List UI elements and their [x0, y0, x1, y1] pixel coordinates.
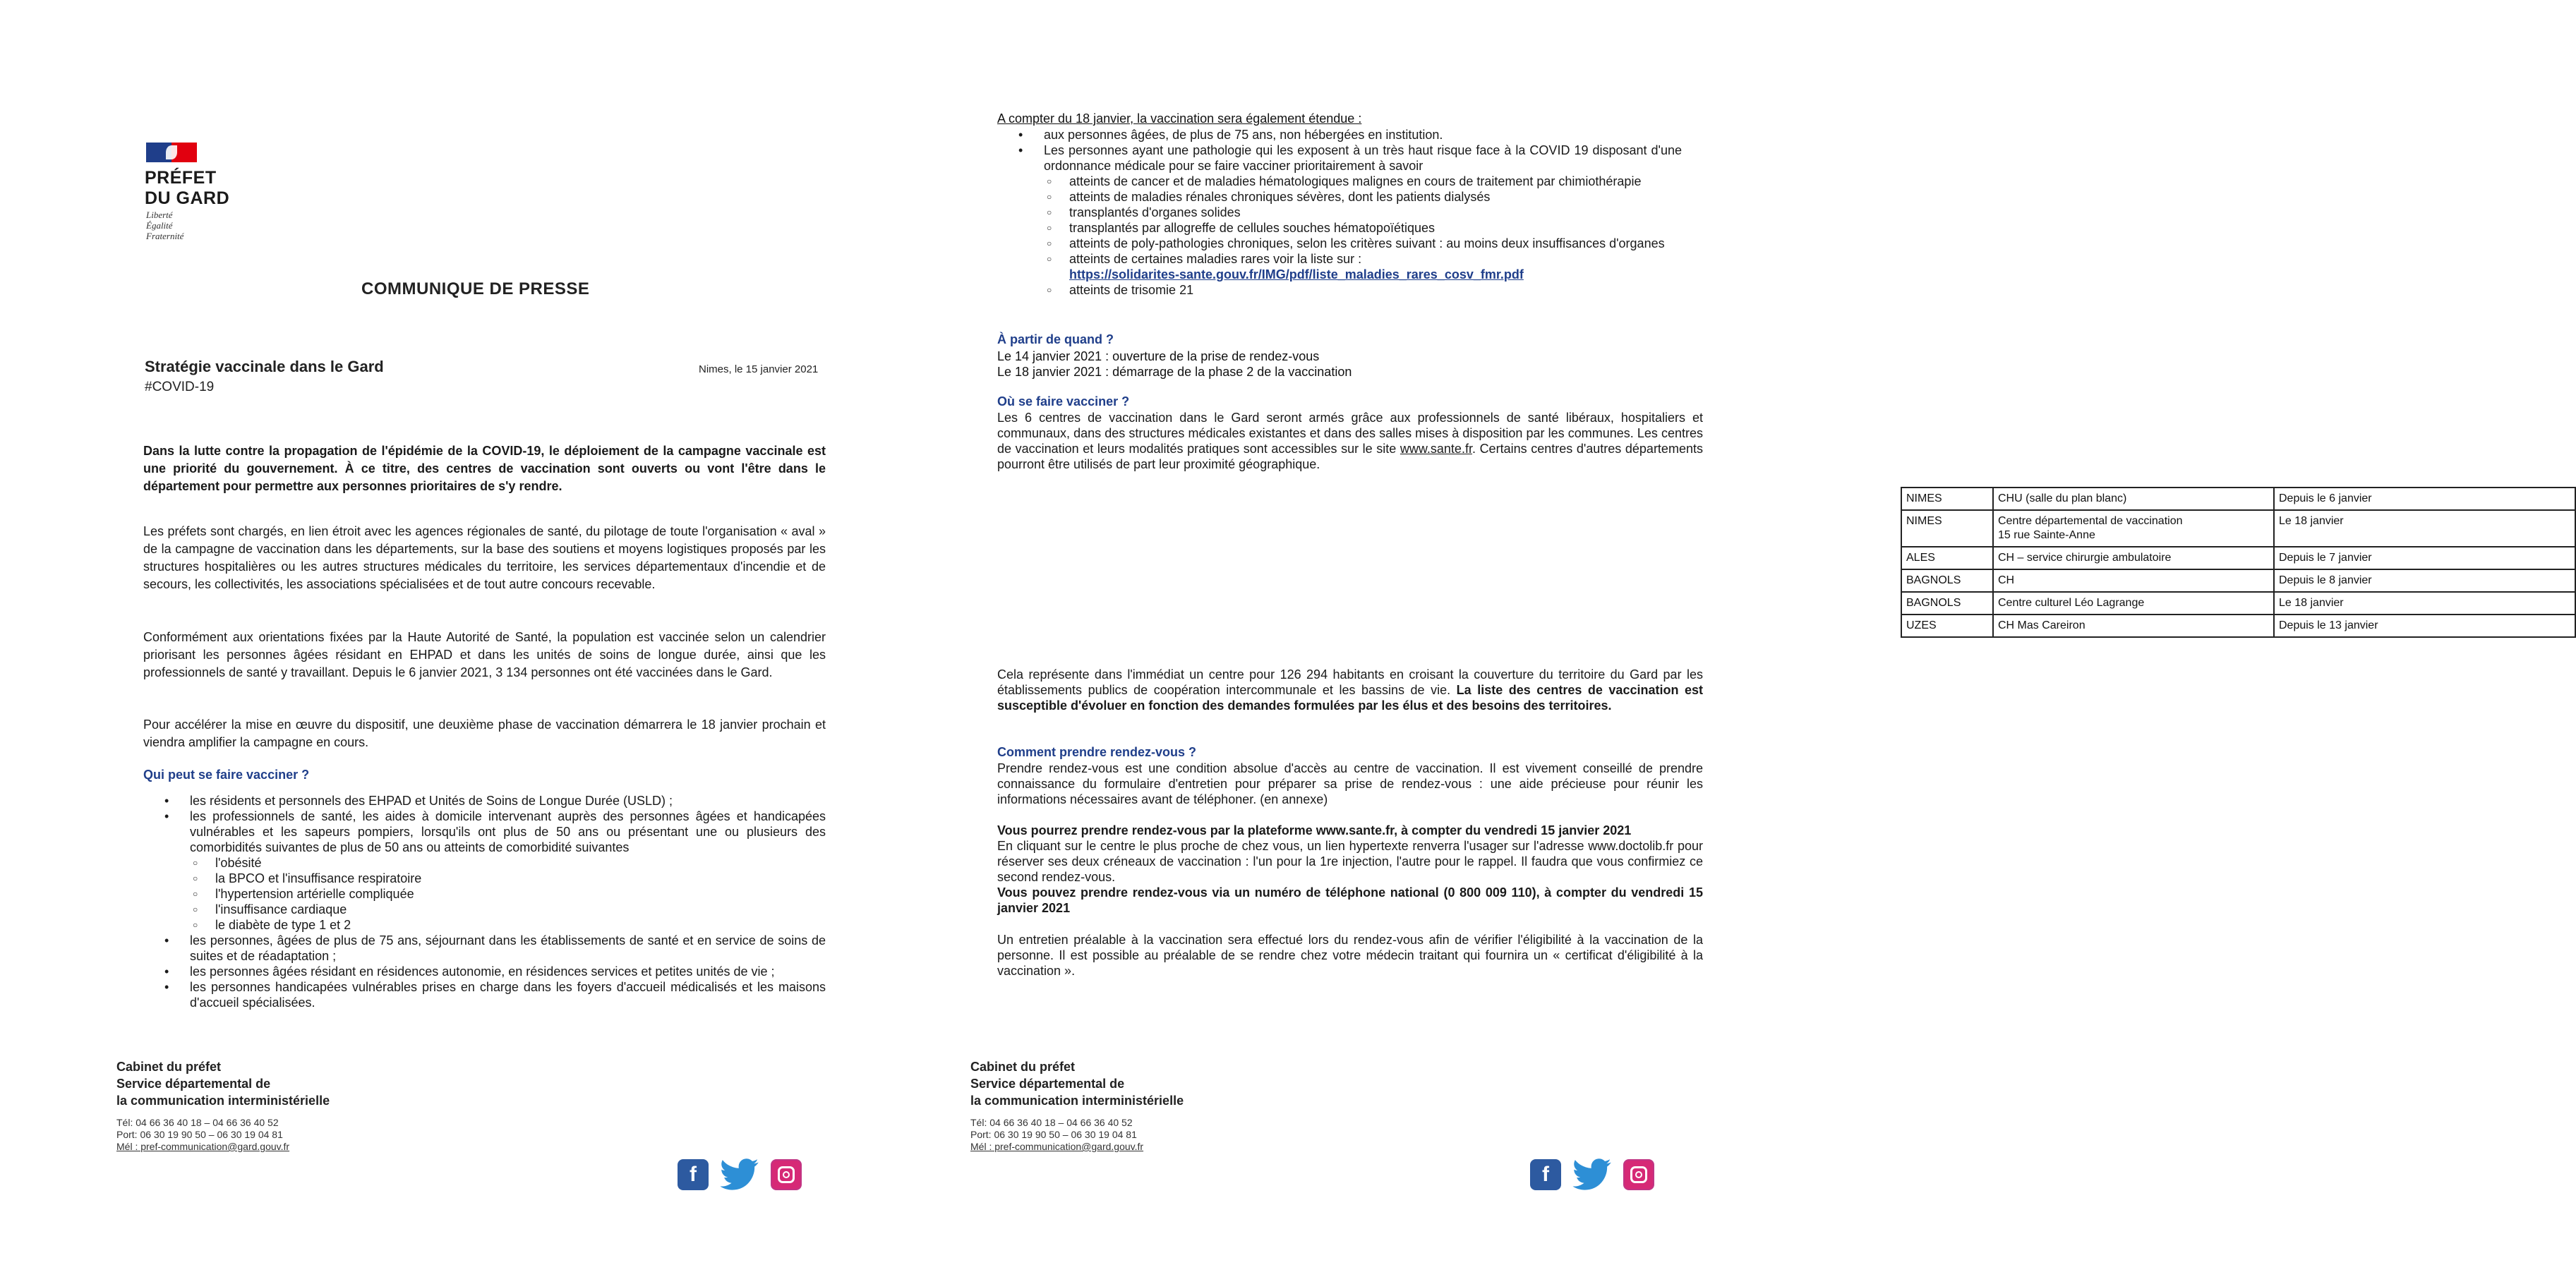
who-heading: Qui peut se faire vacciner ? — [143, 768, 310, 782]
coverage-paragraph: Cela représente dans l'immédiat un centre pour 126 294 habitants en croisant la couverture du territoire du Gard par les établissements publics de coopération intercommunale et les bassins de vie. La liste des centres de vaccination est susceptible d'évoluer en fonction des demandes formulées par les élus et des besoins des territoires. — [997, 667, 1703, 713]
table-row: BAGNOLS Centre culturel Léo Lagrange Le 18 janvier — [1901, 592, 2575, 615]
comorbidity-item: ○ le diabète de type 1 et 2 — [190, 917, 826, 933]
pathology-item: ○ atteints de maladies rénales chroniques sévères, dont les patients dialysés — [1044, 189, 1682, 205]
twitter-icon[interactable] — [1577, 1159, 1608, 1190]
footer-email[interactable]: Mél : pref-communication@gard.gouv.fr — [116, 1141, 290, 1152]
sante-link[interactable]: www.sante.fr — [1400, 442, 1472, 456]
platform-bold: Vous pourrez prendre rendez-vous par la plateforme www.sante.fr, à compter du vendredi 15 janvier 2021 — [997, 823, 1632, 837]
when-lines: Le 14 janvier 2021 : ouverture de la prise de rendez-vous Le 18 janvier 2021 : démarrage de la phase 2 de la vaccination — [997, 349, 1352, 379]
table-row: NIMES CHU (salle du plan blanc) Depuis le 6 janvier — [1901, 488, 2575, 510]
marianne-logo — [146, 143, 197, 162]
paragraph-1: Les préfets sont chargés, en lien étroit avec les agences régionales de santé, du pilotage de toute l'organisation « aval » de la campagne de vaccination dans les départements, sur la base des soutiens et moyens logistiques proposés par les structures hospitalières ou les autres structures médicales du territoire, les services départementaux d'incendie et de secours, les collectivités, les associations spécialisées et de tout autre concours recevable. — [143, 524, 826, 591]
how-paragraph: Prendre rendez-vous est une condition absolue d'accès au centre de vaccination. Il est vivement conseillé de prendre connaissance du formulaire d'entretien pour préparer sa prise de rendez-vous : une aide précieuse pour réunir les informations nécessaires avant de téléphoner. (en annexe) — [997, 761, 1703, 806]
page-1 — [0, 0, 903, 1277]
who-list — [143, 793, 826, 1010]
intro-paragraph: Dans la lutte contre la propagation de l'épidémie de la COVID-19, le déploiement de la campagne vaccinale est une priorité du gouvernement. À ce titre, des centres de vaccination sont ouverts ou vont l'être dans le département pour permettre aux personnes prioritaires de s'y rendre. — [143, 444, 826, 493]
footer-service-2: Cabinet du préfet Service départemental de la communication interministérielle — [970, 1060, 1184, 1108]
social-links-2 — [1530, 1159, 1654, 1190]
pathology-item: ○ atteints de trisomie 21 — [1044, 282, 1682, 298]
twitter-icon[interactable] — [724, 1159, 755, 1190]
footer-email-2[interactable]: Mél : pref-communication@gard.gouv.fr — [970, 1141, 1144, 1152]
who-item: • les personnes âgées résidant en résidences autonomie, en résidences services et petites unités de vie ; — [143, 964, 826, 979]
prefecture-name — [145, 168, 229, 209]
motto-egalite: Égalité — [146, 220, 173, 231]
final-paragraph: Un entretien préalable à la vaccination sera effectué lors du rendez-vous afin de vérifier l'éligibilité à la vaccination de la personne. Il est possible au préalable de se rendre chez votre médecin traitant qui fournira un « certificat d'éligibilité à la vaccination ». — [997, 933, 1703, 978]
extension-heading: A compter du 18 janvier, la vaccination sera également étendue : — [997, 111, 1362, 126]
footer-port: Port: 06 30 19 90 50 – 06 30 19 04 81 — [116, 1129, 283, 1140]
comorbidity-item: ○ l'insuffisance cardiaque — [190, 902, 826, 917]
footer-tel: Tél: 04 66 36 40 18 – 04 66 36 40 52 — [116, 1117, 279, 1128]
facebook-icon[interactable]: f — [678, 1159, 709, 1190]
who-item: • les personnes handicapées vulnérables prises en charge dans les foyers d'accueil médicalisés et les maisons d'accueil spécialisées. — [143, 979, 826, 1010]
date: Nimes, le 15 janvier 2021 — [699, 363, 819, 375]
table-row: ALES CH – service chirurgie ambulatoire Depuis le 7 janvier — [1901, 547, 2575, 569]
footer-contact-2: Tél: 04 66 36 40 18 – 04 66 36 40 52 Port: 06 30 19 90 50 – 06 30 19 04 81 Mél : pref-communication@gard.gouv.fr — [970, 1117, 1144, 1152]
subject: Stratégie vaccinale dans le Gard — [145, 358, 384, 375]
extension-item: • Les personnes ayant une pathologie qui les exposent à un très haut risque face à la COVID 19 disposant d'une ordonnance médicale pour se faire vacciner prioritairement à savoir ○ atteints de cancer et de maladies hématologiques malignes en cours de traitement par chimiothérapie ○ atteints de maladies rénales chroniques sévères, dont les patients dialysés ○ transplantés d'organes solides ○ transplantés par allogreffe de cellules souches hématopoïétiques ○ atteints de poly-pathologies chroniques, selon les critères suivant : au moins deux insuffisances d'organes ○ atteints de certaines maladies rares voir la liste sur : https://solidarites-sante.gouv.fr/IMG/pdf/liste_maladies_rares_cosv_fmr.pdf ○ atteints de trisomie 21 — [997, 143, 1682, 298]
paragraph-3: Pour accélérer la mise en œuvre du dispositif, une deuxième phase de vaccination démarrera le 18 janvier prochain et viendra amplifier la campagne en cours. — [143, 718, 826, 749]
pref-line-1: PRÉFET — [145, 168, 217, 188]
platform-paragraph: En cliquant sur le centre le plus proche de chez vous, un lien hypertexte renverra l'usager sur l'adresse www.doctolib.fr pour réserver ses deux créneaux de vaccination : l'un pour la 1re injection, l'autre pour le rappel. Il faudra que vous confirmiez ce second rendez-vous. — [997, 839, 1703, 884]
extension-list — [997, 127, 1682, 298]
instagram-icon[interactable] — [771, 1159, 802, 1190]
footer-contact — [116, 1117, 289, 1153]
who-item: • les professionnels de santé, les aides à domicile intervenant auprès des personnes âgées et handicapées vulnérables et les sapeurs pompiers, lorsqu'ils ont plus de 50 ans ou présentant une ou plusieurs des comorbidités suivantes de plus de 50 ans ou atteints de comorbidité suivantes ○ l'obésité ○ la BPCO et l'insuffisance respiratoire ○ l'hypertension artérielle compliquée ○ l'insuffisance cardiaque ○ le diabète de type 1 et 2 — [143, 809, 826, 933]
comorbidity-item: ○ la BPCO et l'insuffisance respiratoire — [190, 871, 826, 886]
document-title: COMMUNIQUE DE PRESSE — [361, 279, 590, 298]
paragraph-2: Conformément aux orientations fixées par la Haute Autorité de Santé, la population est vaccinée selon un calendrier priorisant les personnes âgées résidant en EHPAD et dans les unités de soins de longue durée, ainsi que les professionnels de santé y travaillant. Depuis le 6 janvier 2021, 3 134 personnes ont été vaccinées dans le Gard. — [143, 630, 826, 679]
comorbidity-item: ○ l'obésité — [190, 855, 826, 871]
how-heading: Comment prendre rendez-vous ? — [997, 745, 1197, 759]
motto-fraternite: Fraternité — [146, 231, 184, 241]
page-2 — [903, 0, 2378, 1277]
table-row: UZES CH Mas Careiron Depuis le 13 janvier — [1901, 615, 2575, 637]
pref-line-2: DU GARD — [145, 188, 230, 208]
phone-bold: Vous pouvez prendre rendez-vous via un numéro de téléphone national (0 800 009 110), à compter du vendredi 15 janvier 2021 — [997, 885, 1703, 915]
comorbidity-item: ○ l'hypertension artérielle compliquée — [190, 886, 826, 902]
table-row: BAGNOLS CH Depuis le 8 janvier — [1901, 569, 2575, 592]
instagram-icon[interactable] — [1623, 1159, 1654, 1190]
extension-item: • aux personnes âgées, de plus de 75 ans, non hébergées en institution. — [997, 127, 1682, 143]
social-links — [678, 1159, 802, 1190]
when-heading: À partir de quand ? — [997, 332, 1114, 346]
centres-table — [1901, 487, 2576, 638]
motto-liberte: Liberté — [146, 210, 173, 220]
motto — [146, 210, 183, 241]
hashtag: #COVID-19 — [145, 380, 215, 394]
pathology-item: ○ atteints de cancer et de maladies hématologiques malignes en cours de traitement par chimiothérapie — [1044, 174, 1682, 189]
who-item: • les personnes, âgées de plus de 75 ans, séjournant dans les établissements de santé et en service de soins de suites et de réadaptation ; — [143, 933, 826, 964]
footer-service: Cabinet du préfet Service départemental de la communication interministérielle — [116, 1060, 330, 1108]
where-paragraph: Les 6 centres de vaccination dans le Gard seront armés grâce aux professionnels de santé libéraux, hospitaliers et communaux, dans des structures médicales existantes et dans des salles mises à disposition par les communes. Les centres de vaccination et leurs modalités pratiques sont accessibles sur le site www.sante.fr. Certains centres d'autres départements pourront être utilisés de part leur proximité géographique. — [997, 411, 1703, 471]
pathology-item: ○ transplantés par allogreffe de cellules souches hématopoïétiques — [1044, 220, 1682, 236]
where-heading: Où se faire vacciner ? — [997, 394, 1130, 408]
who-item: • les résidents et personnels des EHPAD et Unités de Soins de Longue Durée (USLD) ; — [143, 793, 826, 809]
rare-diseases-link[interactable]: https://solidarites-sante.gouv.fr/IMG/pdf/liste_maladies_rares_cosv_fmr.pdf — [1069, 267, 1524, 282]
pathology-item: ○ atteints de certaines maladies rares voir la liste sur : https://solidarites-sante.gouv.fr/IMG/pdf/liste_maladies_rares_cosv_fmr.pdf — [1044, 251, 1682, 282]
pathology-item: ○ transplantés d'organes solides — [1044, 205, 1682, 220]
table-row: NIMES Centre départemental de vaccination 15 rue Sainte-Anne Le 18 janvier — [1901, 510, 2575, 547]
facebook-icon[interactable]: f — [1530, 1159, 1561, 1190]
pathology-item: ○ atteints de poly-pathologies chroniques, selon les critères suivant : au moins deux insuffisances d'organes — [1044, 236, 1682, 251]
